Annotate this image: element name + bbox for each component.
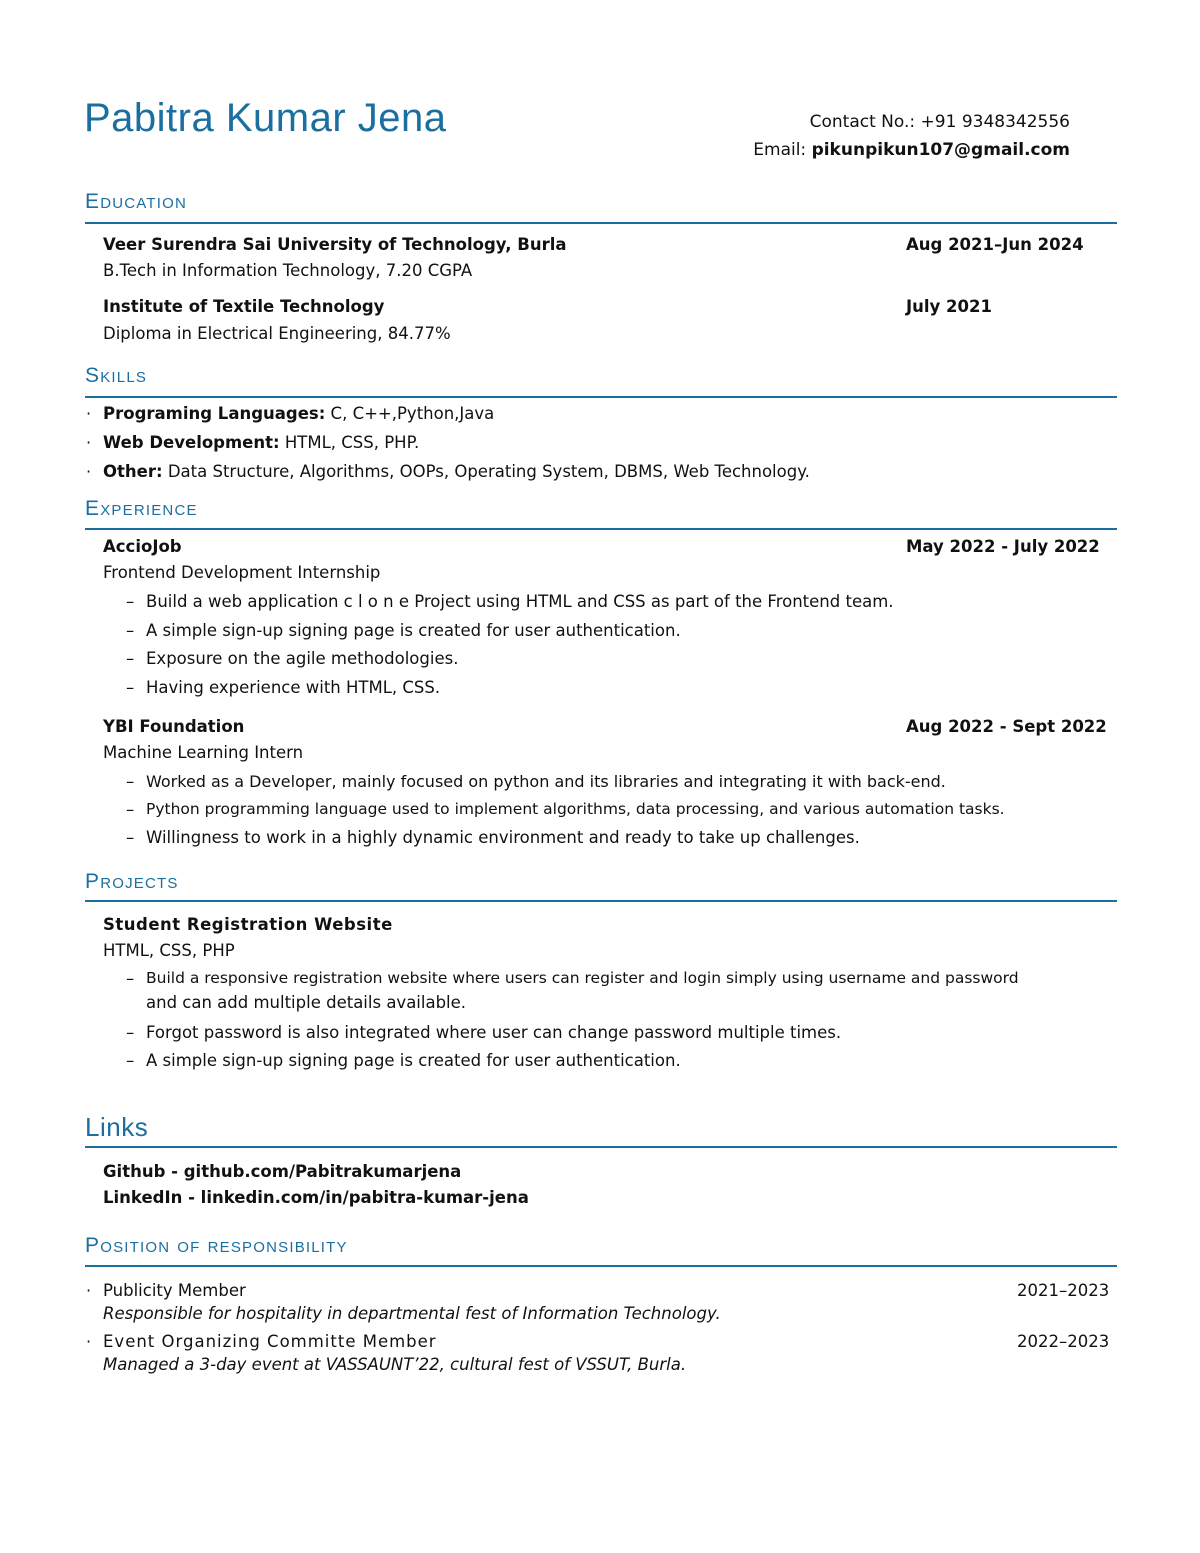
skill-label: Web Development: [103, 433, 280, 452]
contact-label: Contact No.: [809, 112, 921, 132]
education-date: July 2021 [906, 297, 992, 316]
project-point-continued: and can add multiple details available. [146, 993, 467, 1012]
project-name: Student Registration Website [103, 915, 393, 934]
github-link[interactable]: Github - github.com/Pabitrakumarjena [103, 1162, 462, 1181]
section-divider [85, 222, 1117, 224]
section-divider [85, 528, 1117, 530]
email-label: Email: [753, 140, 812, 160]
section-title-projects: Projects [85, 870, 179, 893]
skill-value: C, C++,Python,Java [325, 404, 495, 423]
experience-point: Python programming language used to implement algorithms, data processing, and various automation tasks. [146, 800, 1005, 818]
section-divider [85, 1265, 1117, 1267]
email-line [753, 140, 1070, 160]
position-description: Managed a 3-day event at VASSAUNT’22, cultural fest of VSSUT, Burla. [103, 1355, 687, 1374]
experience-point: Willingness to work in a highly dynamic environment and ready to take up challenges. [146, 828, 860, 847]
experience-company: AccioJob [103, 537, 182, 556]
dash-icon: – [126, 828, 135, 847]
education-date: Aug 2021–Jun 2024 [906, 235, 1084, 254]
experience-date: Aug 2022 - Sept 2022 [906, 717, 1107, 736]
experience-point: Exposure on the agile methodologies. [146, 649, 459, 668]
dash-icon: – [126, 772, 135, 791]
section-title-skills: Skills [85, 364, 148, 387]
position-role: Event Organizing Committe Member [103, 1332, 437, 1351]
dash-icon: – [126, 592, 135, 611]
section-title-experience: Experience [85, 497, 198, 520]
experience-date: May 2022 - July 2022 [906, 537, 1100, 556]
section-divider [85, 900, 1117, 902]
section-title-position-of-responsibility: Position of responsibility [85, 1234, 348, 1257]
education-degree: Diploma in Electrical Engineering, 84.77% [103, 324, 451, 343]
section-title-education: Education [85, 190, 188, 213]
skill-label: Programing Languages: [103, 404, 326, 423]
project-point: Build a responsive registration website where users can register and login simply using username and password [146, 969, 1019, 987]
dash-icon: – [126, 649, 135, 668]
position-date: 2021–2023 [1017, 1281, 1110, 1300]
email-address[interactable]: pikunpikun107@gmail.com [811, 140, 1070, 160]
position-description: Responsible for hospitality in departmental fest of Information Technology. [103, 1304, 721, 1323]
skill-item [103, 433, 419, 452]
section-title-links: Links [85, 1112, 149, 1142]
experience-point: Build a web application c l o n e Project using HTML and CSS as part of the Frontend team. [146, 592, 894, 611]
position-date: 2022–2023 [1017, 1332, 1110, 1351]
bullet-icon: · [86, 433, 92, 452]
bullet-icon: · [86, 462, 92, 481]
dash-icon: – [126, 1051, 135, 1070]
dash-icon: – [126, 678, 135, 697]
linkedin-link[interactable]: LinkedIn - linkedin.com/in/pabitra-kumar-jena [103, 1188, 529, 1207]
experience-role: Machine Learning Intern [103, 743, 304, 762]
experience-point: Having experience with HTML, CSS. [146, 678, 441, 697]
experience-point: Worked as a Developer, mainly focused on python and its libraries and integrating it with back-end. [146, 772, 946, 791]
skill-label: Other: [103, 462, 163, 481]
dash-icon: – [126, 621, 135, 640]
education-school: Veer Surendra Sai University of Technology, Burla [103, 235, 567, 254]
project-point: A simple sign-up signing page is created for user authentication. [146, 1051, 681, 1070]
bullet-icon: · [86, 404, 92, 423]
experience-role: Frontend Development Internship [103, 563, 381, 582]
skill-item [103, 462, 810, 481]
contact-line [810, 112, 1070, 132]
education-degree: B.Tech in Information Technology, 7.20 CGPA [103, 261, 473, 280]
experience-point: A simple sign-up signing page is created for user authentication. [146, 621, 681, 640]
experience-company: YBI Foundation [103, 717, 245, 736]
skill-item [103, 404, 494, 423]
education-school: Institute of Textile Technology [103, 297, 385, 316]
bullet-icon: · [86, 1281, 92, 1300]
project-point: Forgot password is also integrated where user can change password multiple times. [146, 1023, 842, 1042]
skill-value: Data Structure, Algorithms, OOPs, Operating System, DBMS, Web Technology. [162, 462, 810, 481]
contact-phone: +91 9348342556 [920, 112, 1070, 132]
bullet-icon: · [86, 1332, 92, 1351]
section-divider [85, 396, 1117, 398]
project-stack: HTML, CSS, PHP [103, 941, 235, 960]
skill-value: HTML, CSS, PHP. [279, 433, 420, 452]
candidate-name: Pabitra Kumar Jena [84, 96, 447, 140]
dash-icon: – [126, 969, 135, 988]
dash-icon: – [126, 800, 135, 819]
dash-icon: – [126, 1023, 135, 1042]
section-divider [85, 1146, 1117, 1148]
position-role: Publicity Member [103, 1281, 246, 1300]
